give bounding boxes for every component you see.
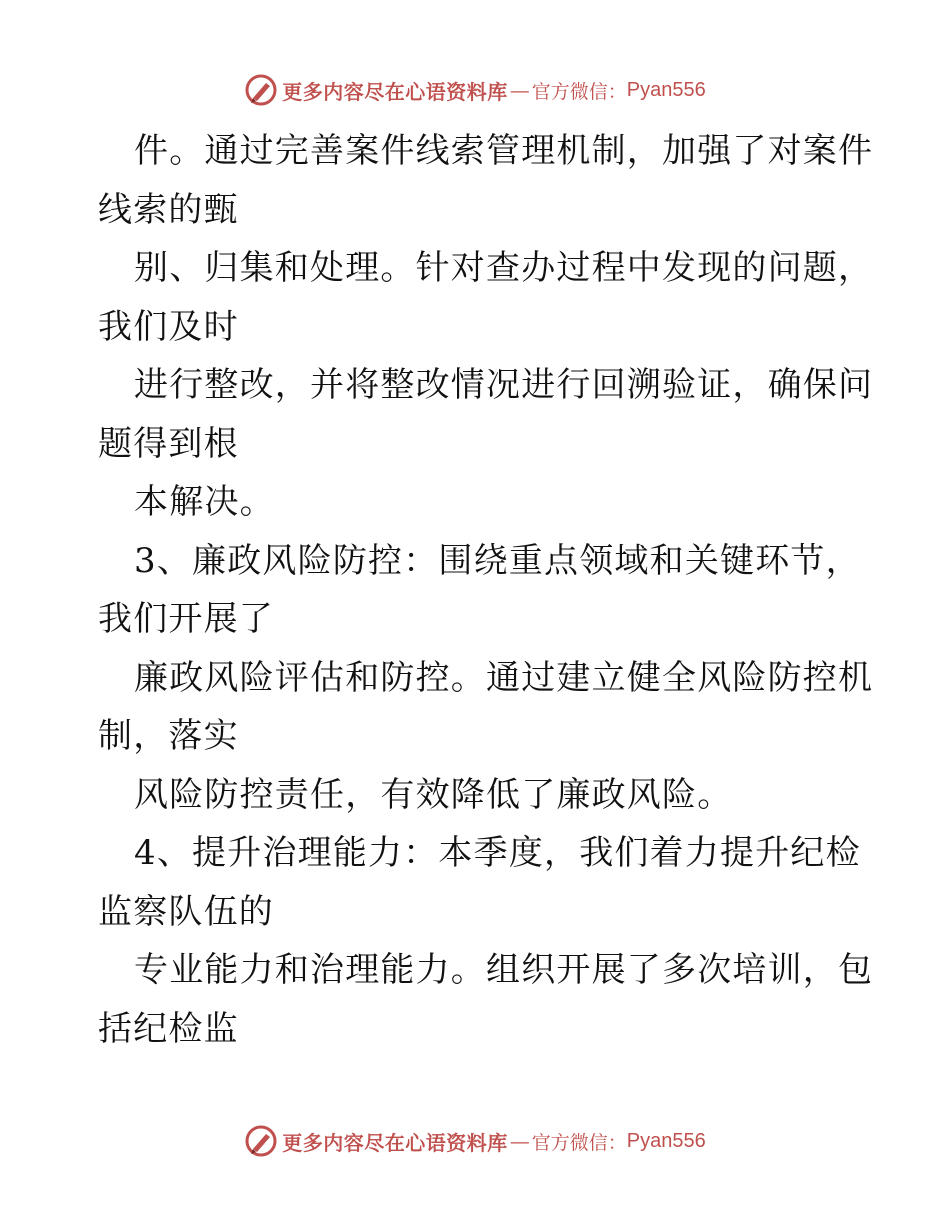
banner-text: 更多内容尽在心语资料库 <box>282 1130 508 1155</box>
text-line: 监察队伍的 <box>98 891 274 932</box>
text-line: 括纪检监 <box>98 1008 239 1049</box>
banner-text: 更多内容尽在心语资料库 <box>282 79 508 104</box>
text-line: 风险防控责任，有效降低了廉政风险。 <box>134 774 733 815</box>
wechat-id: Pyan556 <box>626 1129 706 1152</box>
text-line: 题得到根 <box>98 423 239 464</box>
banner-separator: — <box>509 78 530 102</box>
text-line: 本解决。 <box>134 482 275 522</box>
document-body <box>98 122 874 1058</box>
wechat-label: 官方微信： <box>531 80 627 103</box>
text-line: 廉政风险评估和防控。通过建立健全风险防控机 <box>134 657 874 698</box>
text-line: 3、廉政风险防控：围绕重点领域和关键环节， <box>134 540 861 581</box>
text-line: 制，落实 <box>98 716 239 756</box>
text-line: 我们开展了 <box>98 599 274 639</box>
footer-banner <box>0 1121 950 1161</box>
text-line: 线索的甄 <box>98 189 239 230</box>
text-line: 专业能力和治理能力。组织开展了多次培训，包 <box>134 950 874 990</box>
text-line: 我们及时 <box>98 306 239 347</box>
header-banner <box>0 70 950 110</box>
pen-logo-icon <box>244 73 278 107</box>
text-line: 4、提升治理能力：本季度，我们着力提升纪检 <box>134 833 861 873</box>
text-line: 进行整改，并将整改情况进行回溯验证，确保问 <box>134 365 874 405</box>
text-line: 别、归集和处理。针对查办过程中发现的问题， <box>134 248 874 288</box>
banner-separator: — <box>509 1129 530 1153</box>
pen-logo-icon <box>244 1124 278 1158</box>
wechat-id: Pyan556 <box>626 78 706 101</box>
text-line: 件。通过完善案件线索管理机制，加强了对案件 <box>134 131 874 171</box>
wechat-label: 官方微信： <box>531 1131 627 1154</box>
